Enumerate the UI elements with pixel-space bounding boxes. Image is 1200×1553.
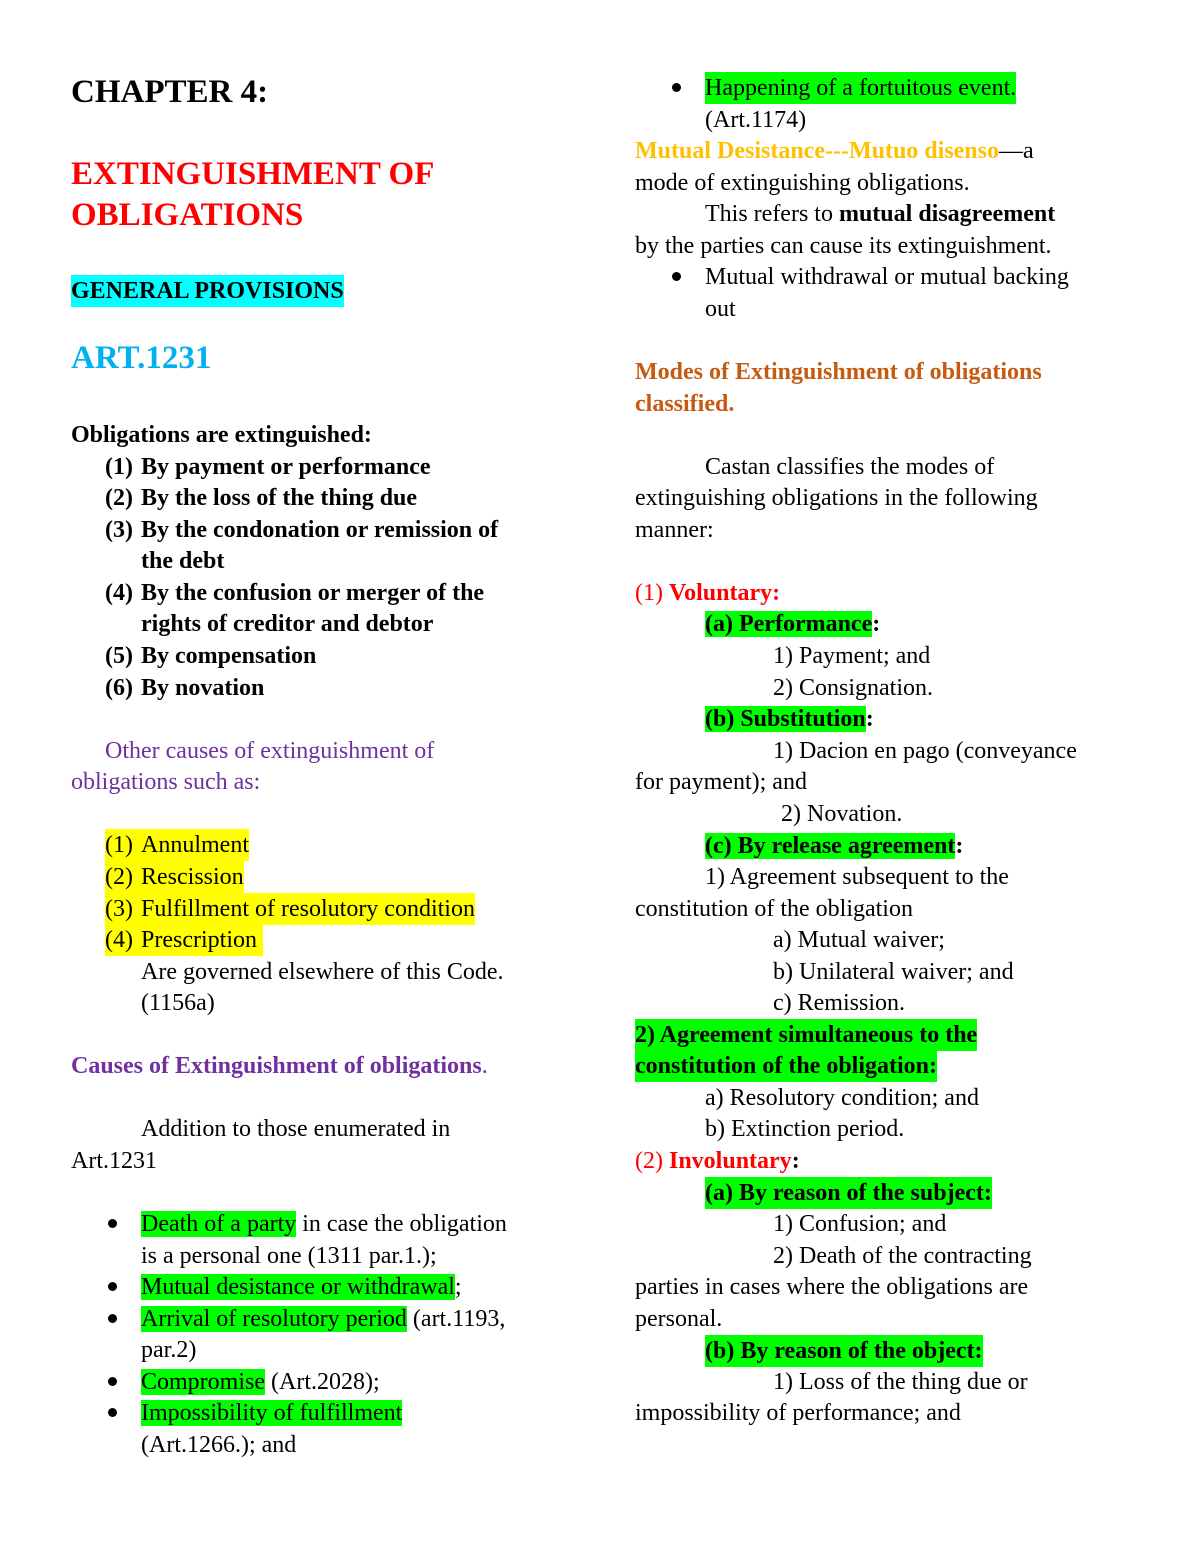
governed-text-line1: Are governed elsewhere of this Code. [141,959,504,985]
section-heading: GENERAL PROVISIONS [71,275,344,307]
object-item-continuation: impossibility of performance; and [635,1400,961,1426]
cause-bullet-continuation: is a personal one (1311 par.1.); [141,1243,437,1269]
fortuitous-event-continuation: (Art.1174) [705,107,807,133]
mode-item-continuation: the debt [141,548,225,574]
cause-bullet-item: Compromise (Art.2028); [141,1369,380,1395]
mutual-withdrawal-continuation: out [705,296,736,322]
intro-text: Obligations are extinguished: [71,422,372,448]
modes-classified-heading-line1: Modes of Extinguishment of obligations [635,359,1042,385]
mode-item: (6) By novation [105,675,265,701]
substitution-heading: (b) Substitution: [705,706,874,732]
subject-item: 2) Death of the contracting [773,1243,1032,1269]
mutual-withdrawal-item: Mutual withdrawal or mutual backing [705,264,1069,290]
mode-item: (5) By compensation [105,643,317,669]
reason-subject-heading: (a) By reason of the subject: [705,1177,992,1209]
dacion-item-continuation: for payment); and [635,769,807,795]
castan-text-line3: manner: [635,517,714,543]
dacion-item: 1) Dacion en pago (conveyance [773,738,1077,764]
novation-item: 2) Novation. [781,801,903,827]
bullet-icon [108,1377,117,1386]
chapter-title-line1: EXTINGUISHMENT OF [71,156,435,192]
addition-text-line2: Art.1231 [71,1148,157,1174]
simultaneous-item: b) Extinction period. [705,1116,905,1142]
other-cause-item: (2) Rescission [105,861,244,893]
involuntary-heading: (2) Involuntary: [635,1148,800,1174]
object-item: 1) Loss of the thing due or [773,1369,1028,1395]
addition-text-line1: Addition to those enumerated in [141,1116,451,1142]
mode-item: (1) By payment or performance [105,454,431,480]
article-heading: ART.1231 [71,340,212,376]
reason-object-heading: (b) By reason of the object: [705,1335,983,1367]
agreement-subsequent-continuation: constitution of the obligation [635,896,913,922]
performance-heading: (a) Performance: [705,611,881,637]
mutual-desistance-heading: Mutual Desistance---Mutuo disenso—a [635,138,1034,164]
refers-text-line2: by the parties can cause its extinguishment. [635,233,1052,259]
mode-item: (4) By the confusion or merger of the [105,580,485,606]
mode-item: (3) By the condonation or remission of [105,517,499,543]
subject-item-continuation: personal. [635,1306,723,1332]
simultaneous-item: a) Resolutory condition; and [705,1085,979,1111]
bullet-icon [108,1314,117,1323]
waiver-item: c) Remission. [773,990,905,1016]
subject-item: 1) Confusion; and [773,1211,947,1237]
bullet-icon [672,83,681,92]
castan-text-line1: Castan classifies the modes of [705,454,995,480]
cause-bullet-item: Mutual desistance or withdrawal; [141,1274,462,1300]
mode-item-continuation: rights of creditor and debtor [141,611,434,637]
other-cause-item: (1) Annulment [105,829,249,861]
governed-text-line2: (1156a) [141,990,215,1016]
voluntary-heading: (1) Voluntary: [635,580,781,606]
waiver-item: a) Mutual waiver; [773,927,945,953]
agreement-simultaneous-heading-line2: constitution of the obligation: [635,1050,937,1082]
causes-heading: Causes of Extinguishment of obligations. [71,1053,488,1079]
chapter-heading: CHAPTER 4: [71,74,269,110]
cause-bullet-item: Arrival of resolutory period (art.1193, [141,1306,506,1332]
cause-bullet-continuation: par.2) [141,1337,197,1363]
other-causes-line2: obligations such as: [71,769,261,795]
subject-item-continuation: parties in cases where the obligations are [635,1274,1029,1300]
cause-bullet-item: Death of a party in case the obligation [141,1211,507,1237]
cause-bullet-continuation: (Art.1266.); and [141,1432,297,1458]
other-cause-item: (3) Fulfillment of resolutory condition [105,893,475,925]
bullet-icon [108,1219,117,1228]
other-cause-item: (4) Prescription [105,924,263,956]
fortuitous-event-item: Happening of a fortuitous event. [705,72,1016,104]
mutual-desistance-line2: mode of extinguishing obligations. [635,170,970,196]
performance-item: 1) Payment; and [773,643,931,669]
cause-bullet-item: Impossibility of fulfillment [141,1400,403,1426]
refers-text: This refers to mutual disagreement [705,201,1056,227]
bullet-icon [108,1408,117,1417]
castan-text-line2: extinguishing obligations in the following [635,485,1038,511]
bullet-icon [672,272,681,281]
agreement-subsequent-item: 1) Agreement subsequent to the [705,864,1009,890]
mode-item: (2) By the loss of the thing due [105,485,418,511]
chapter-title-line2: OBLIGATIONS [71,197,304,233]
agreement-simultaneous-heading-line1: 2) Agreement simultaneous to the [635,1019,977,1051]
performance-item: 2) Consignation. [773,675,933,701]
modes-classified-heading-line2: classified. [635,391,735,417]
other-causes-line1: Other causes of extinguishment of [105,738,435,764]
bullet-icon [108,1282,117,1291]
waiver-item: b) Unilateral waiver; and [773,959,1014,985]
release-heading: (c) By release agreement: [705,833,964,859]
